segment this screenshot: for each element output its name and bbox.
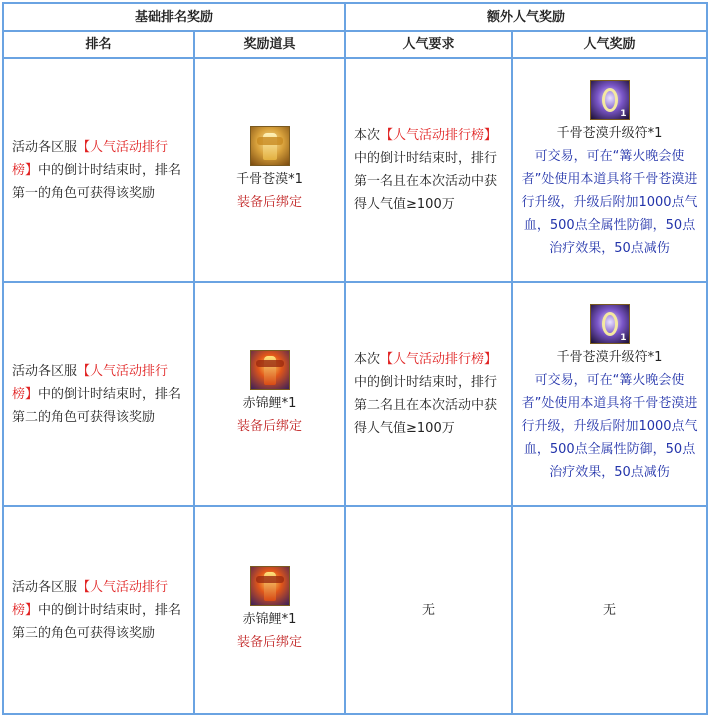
header-extra-rewards: 额外人气奖励: [346, 4, 706, 30]
red-robe-icon: [250, 350, 290, 390]
reward-table: [2, 2, 708, 715]
header-popularity-requirement: 人气要求: [346, 32, 511, 57]
reward-description: 可交易，可在“篝火晚会使者”处使用本道具将千骨苍漠进行升级，升级后附加1000点气血，500点全属性防御，50点治疗效果，50点减伤: [521, 149, 698, 256]
popularity-reward-cell: [513, 59, 706, 281]
desc-text: 活动各区服: [12, 579, 78, 595]
req-text: 中的倒计时结束时，排行第一名且在本次活动中获得人气值≥100万: [354, 151, 498, 212]
item-name: 赤锦鲤*1: [242, 612, 297, 627]
popularity-reward-none: 无: [513, 507, 706, 713]
desc-text: 活动各区服: [12, 363, 78, 379]
req-text: 本次: [354, 128, 381, 143]
reward-item-cell: [195, 507, 344, 713]
rank-description: [4, 283, 193, 505]
leaderboard-link-text: 【人气活动排行榜】: [12, 363, 169, 402]
header-rank: 排名: [4, 32, 193, 57]
popularity-reward-cell: [513, 283, 706, 505]
popularity-requirement-none: 无: [346, 507, 511, 713]
reward-item-cell: [195, 283, 344, 505]
header-reward-item: 奖励道具: [195, 32, 344, 57]
leaderboard-link-text: 【人气活动排行榜】: [380, 128, 498, 143]
item-name: 赤锦鲤*1: [242, 396, 297, 411]
item-count: 1: [620, 333, 627, 343]
req-text: 本次: [354, 352, 381, 367]
header-group-row: [4, 4, 706, 30]
leaderboard-link-text: 【人气活动排行榜】: [12, 139, 169, 178]
table-row: [4, 507, 706, 713]
item-bind-note: 装备后绑定: [237, 635, 303, 650]
reward-item-cell: [195, 59, 344, 281]
header-popularity-reward: 人气奖励: [513, 32, 706, 57]
item-bind-note: 装备后绑定: [237, 195, 303, 210]
desc-text: 中的倒计时结束时，排名第二的角色可获得该奖励: [12, 386, 182, 425]
scroll-icon: [590, 80, 630, 120]
table-row: [4, 59, 706, 281]
req-text: 中的倒计时结束时，排行第二名且在本次活动中获得人气值≥100万: [354, 375, 498, 436]
desc-text: 活动各区服: [12, 139, 78, 155]
desc-text: 中的倒计时结束时，排名第一的角色可获得该奖励: [12, 162, 182, 201]
leaderboard-link-text: 【人气活动排行榜】: [12, 579, 169, 618]
leaderboard-link-text: 【人气活动排行榜】: [380, 352, 498, 367]
table-row: [4, 283, 706, 505]
item-bind-note: 装备后绑定: [237, 419, 303, 434]
item-name: 千骨苍漠*1: [236, 172, 303, 187]
popularity-requirement: [346, 59, 511, 281]
rank-description: [4, 507, 193, 713]
gold-robe-icon: [250, 126, 290, 166]
popularity-requirement: [346, 283, 511, 505]
header-basic-rewards: 基础排名奖励: [4, 4, 344, 30]
reward-name: 千骨苍漠升级符*1: [556, 126, 663, 141]
desc-text: 中的倒计时结束时，排名第三的角色可获得该奖励: [12, 602, 182, 641]
red-robe-icon: [250, 566, 290, 606]
reward-name: 千骨苍漠升级符*1: [556, 350, 663, 365]
header-column-row: [4, 32, 706, 57]
scroll-icon: [590, 304, 630, 344]
rank-description: [4, 59, 193, 281]
item-count: 1: [620, 109, 627, 119]
reward-description: 可交易，可在“篝火晚会使者”处使用本道具将千骨苍漠进行升级，升级后附加1000点气血，500点全属性防御，50点治疗效果，50点减伤: [521, 373, 698, 480]
